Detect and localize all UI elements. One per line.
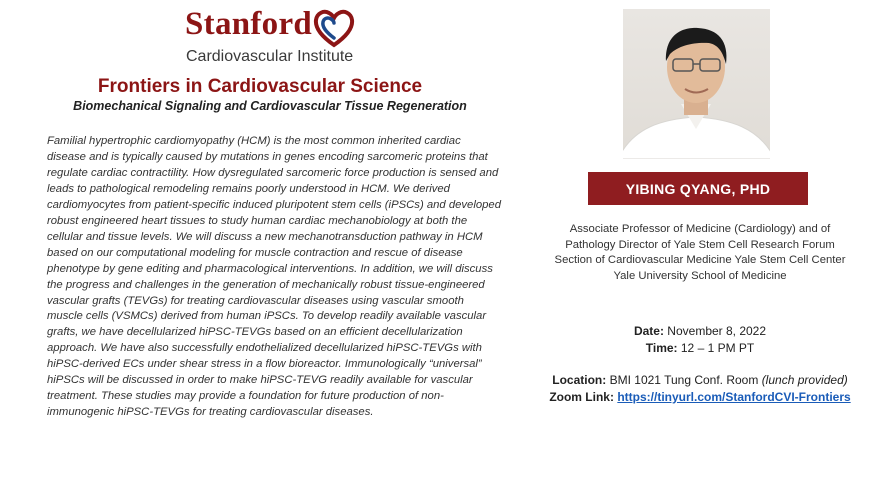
speaker-bio: Associate Professor of Medicine (Cardiology) and of Pathology Director of Yale Stem Cell Research Forum Section of Cardiovascular Medicine Yale Stem Cell Center Yale University School of Medicine <box>554 223 846 282</box>
date-value: November 8, 2022 <box>663 324 767 338</box>
location-line <box>500 373 894 387</box>
location-label: Location: <box>552 373 607 387</box>
zoom-line <box>500 390 894 404</box>
heart-logo-icon <box>313 8 355 48</box>
stanford-logo-text: Stanford <box>185 6 313 42</box>
portrait-illustration <box>623 9 770 159</box>
event-subtitle: Biomechanical Signaling and Cardiovascular Tissue Regeneration <box>73 99 467 113</box>
speaker-photo <box>623 9 770 159</box>
location-value: BMI 1021 Tung Conf. Room <box>606 373 762 387</box>
speaker-name-banner: YIBING QYANG, PHD <box>588 172 808 205</box>
location-note: (lunch provided) <box>761 373 848 387</box>
time-line <box>570 341 830 355</box>
date-line <box>570 324 830 338</box>
logo-subtitle: Cardiovascular Institute <box>186 48 354 65</box>
event-title: Frontiers in Cardiovascular Science <box>97 76 423 97</box>
date-label: Date: <box>633 324 664 338</box>
time-label: Time: <box>645 341 678 355</box>
heart-outer-stroke <box>316 12 352 45</box>
time-value: 12 – 1 PM PT <box>677 341 755 355</box>
abstract-text: Familial hypertrophic cardiomyopathy (HCM) is the most common inherited cardiac disease and is typically caused by mutations in genes encoding sarcomeric proteins that regulate cardiac contractility. How dysregulated sarcomeric force production is sensed and leads to pathological remodeling remains poorly understood in HCM. We derived cardiomyocytes from patient-specific induced pluripotent stem cells (iPSCs) and developed robust engineered heart tissues to study human cardiac mechanobiology at both the cellular and tissue levels. We will discuss a new mechanotransduction pathway in HCM based on our computational modeling for muscle contraction and rescue of disease phenotype by gene editing and pharmacological interventions. In addition, we will discuss the progress and challenges in the generation of mechanically robust tissue-engineered vascular grafts (TEVGs) for treating cardiovascular diseases using vascular smooth muscle cells (VSMCs) derived from human iPSCs. To develop readily available vascular grafts, we have decellularized hiPSC-TEVGs based on an efficient decellularization approach. We have also successfully endothelialized decellularized hiPSC-TEVGs with hiPSC-derived ECs under shear stress in a flow bioreactor. Immunologically “universal” hiPSCs will be discussed in order to make hiPSC-TEVG readily available for vascular treatment. These studies may provide a foundation for future production of non-immunogenic hiPSC-TEVGs for treating cardiovascular diseases. <box>47 135 501 419</box>
zoom-label: Zoom Link: <box>549 390 614 404</box>
zoom-link[interactable]: https://tinyurl.com/StanfordCVI-Frontiers <box>617 390 851 404</box>
